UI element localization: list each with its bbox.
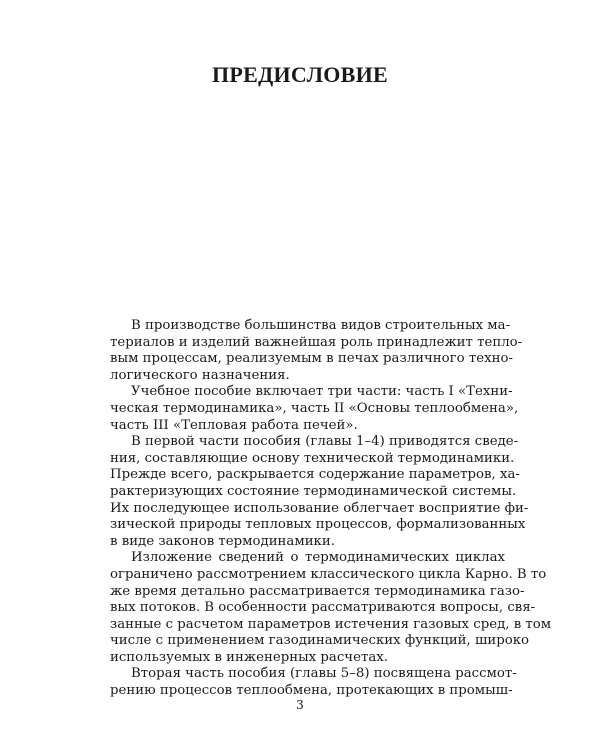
text-line: логического назначения. [110, 367, 290, 383]
text-line: же время детально рассматривается термодинамика газо- [110, 583, 525, 599]
text-line: занные с расчетом параметров истечения газовых сред, в том [110, 616, 552, 632]
text-line: часть III «Тепловая работа печей». [110, 417, 358, 433]
text-line: числе с применением газодинамических функций, широко [110, 633, 530, 649]
text-line: зической природы тепловых процессов, формализованных [110, 517, 526, 533]
body-text [110, 318, 552, 700]
text-line: В производстве большинства видов строительных ма- [131, 318, 511, 333]
text-line: Изложение сведений о термодинамических циклах [131, 550, 505, 566]
text-line: В первой части пособия (главы 1–4) приводятся сведе- [131, 434, 519, 450]
text-line: вых потоков. В особенности рассматриваются вопросы, свя- [110, 600, 536, 616]
text-line: ния, составляющие основу технической термодинамики. [110, 450, 515, 466]
text-line: Прежде всего, раскрывается содержание параметров, ха- [110, 467, 520, 483]
text-line: ческая термодинамика», часть II «Основы теплообмена», [110, 400, 519, 416]
text-line: рению процессов теплообмена, протекающих в промыш- [110, 683, 513, 699]
text-line: используемых в инженерных расчетах. [110, 649, 388, 665]
text-line: вым процессам, реализуемым в печах различного техно- [110, 351, 513, 367]
page-number: 3 [296, 698, 304, 712]
text-line: в виде законов термодинамики. [110, 533, 335, 549]
text-line: рактеризующих состояние термодинамической системы. [110, 483, 517, 499]
text-line: Вторая часть пособия (главы 5–8) посвящена рассмот- [131, 666, 517, 682]
text-line: териалов и изделий важнейшая роль принадлежит тепло- [110, 334, 523, 350]
page-title: ПРЕДИСЛОВИЕ [211, 62, 389, 87]
text-line: ограничено рассмотрением классического цикла Карно. В то [110, 566, 547, 582]
text-line: Учебное пособие включает три части: часть I «Техни- [131, 384, 513, 400]
text-line: Их последующее использование облегчает восприятие фи- [110, 500, 529, 516]
